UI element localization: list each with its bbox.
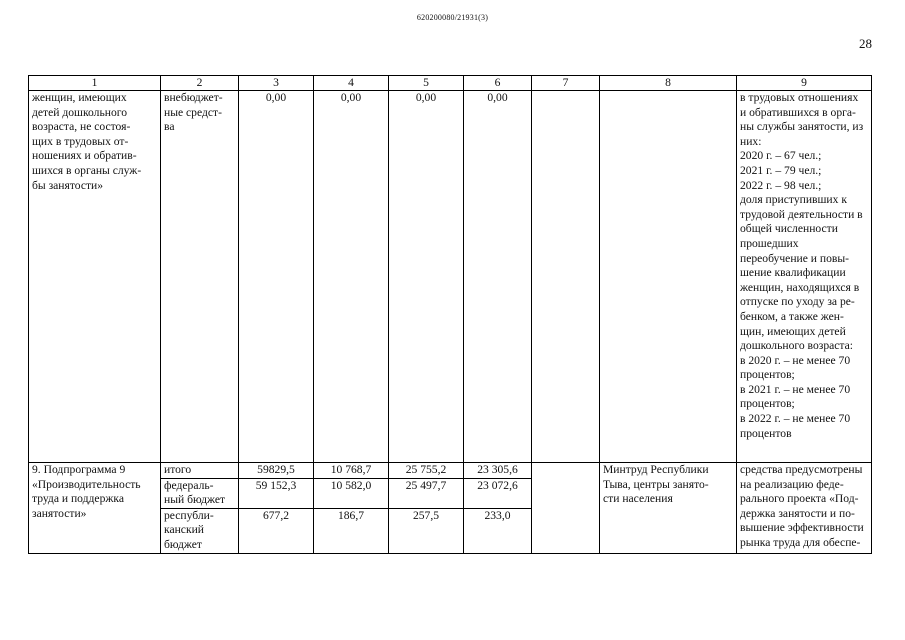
funding-source-cell: республи- канский бюджет [161,508,239,553]
value-cell: 10 768,7 [314,463,389,479]
value-cell: 677,2 [239,508,314,553]
header-cell: 3 [239,76,314,91]
header-row [29,76,872,91]
funding-source-cell: федераль- ный бюджет [161,478,239,508]
value-cell: 59 152,3 [239,478,314,508]
value-cell: 23 305,6 [464,463,532,479]
value-cell: 25 755,2 [389,463,464,479]
header-cell: 5 [389,76,464,91]
value-cell: 25 497,7 [389,478,464,508]
value-cell: 23 072,6 [464,478,532,508]
value-cell: 233,0 [464,508,532,553]
header-cell: 7 [532,76,600,91]
value-cell: 186,7 [314,508,389,553]
header-cell: 8 [600,76,737,91]
header-cell: 1 [29,76,161,91]
expected-result-cell: средства предусмотрены на реализацию феде- рального проекта «Под- держка занятости и по- вышение эффективности рынка труда для обеспе- [737,463,872,554]
value-cell: 0,00 [464,91,532,463]
table-row [29,463,872,479]
page-number: 28 [859,36,872,51]
header-cell: 6 [464,76,532,91]
table-row [29,91,872,463]
measure-name-cell: женщин, имеющих детей дошкольного возраста, не состоя- щих в трудовых от- ношениях и обратив- шихся в органы служ- бы занятости» [29,91,161,463]
header-cell: 4 [314,76,389,91]
value-cell: 0,00 [239,91,314,463]
funding-source-cell: внебюджет- ные средст- ва [161,91,239,463]
empty-cell [532,463,600,554]
funding-source-cell: итого [161,463,239,479]
value-cell: 257,5 [389,508,464,553]
program-table [28,75,872,554]
empty-cell [532,91,600,463]
subprogram-name-cell: 9. Подпрограмма 9 «Производительность труда и поддержка занятости» [29,463,161,554]
value-cell: 0,00 [314,91,389,463]
value-cell: 0,00 [389,91,464,463]
empty-cell [600,91,737,463]
value-cell: 59829,5 [239,463,314,479]
header-cell: 2 [161,76,239,91]
header-cell: 9 [737,76,872,91]
document-id: 620200080/21931(3) [416,13,489,22]
expected-result-cell: в трудовых отношениях и обратившихся в орга- ны службы занятости, из них: 2020 г. – 67 чел.; 2021 г. – 79 чел.; 2022 г. – 98 чел.; доля приступивших к трудовой деятельности в общей численности прошедших переобучение и повы- шение квалификации женщин, находящихся в отпуске по уходу за ре- бенком, а также жен- щин, имеющих детей дошкольного возраста: в 2020 г. – не менее 70 процентов; в 2021 г. – не менее 70 процентов; в 2022 г. – не менее 70 процентов [737,91,872,463]
value-cell: 10 582,0 [314,478,389,508]
executor-cell: Минтруд Республики Тыва, центры занято- сти населения [600,463,737,554]
